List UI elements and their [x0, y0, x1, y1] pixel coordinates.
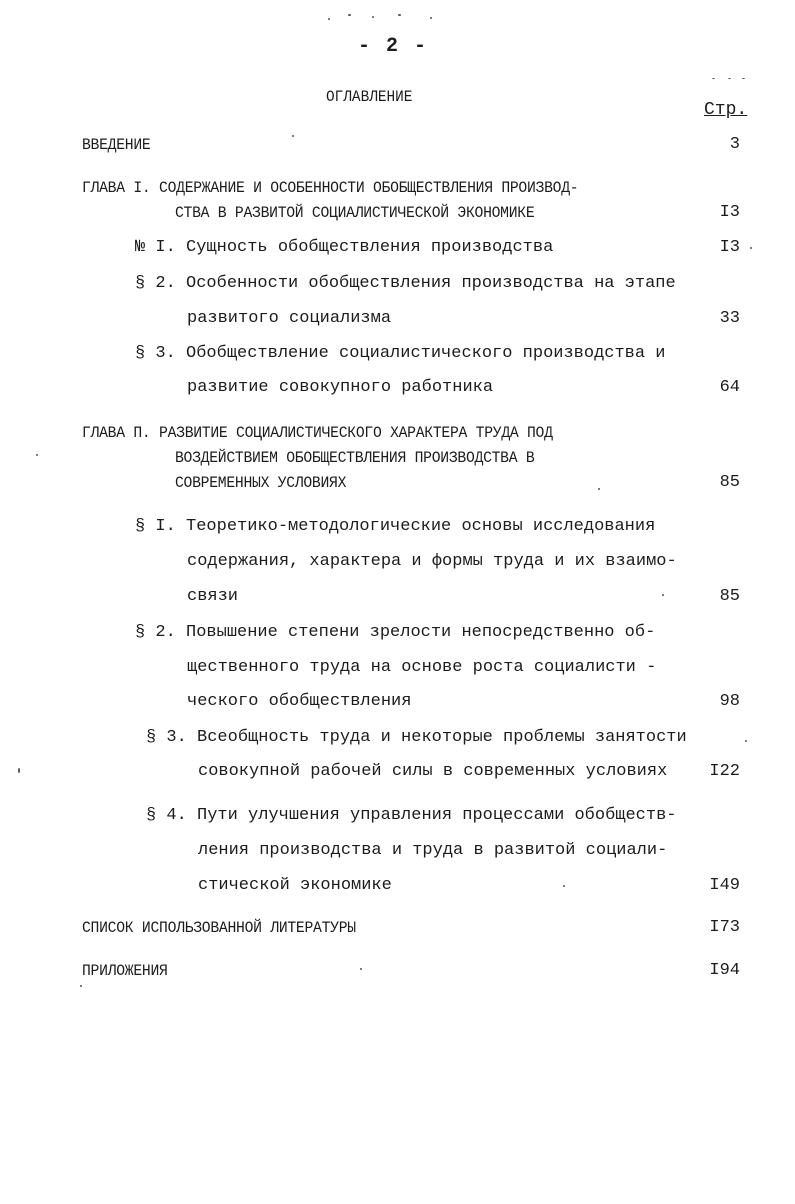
page-column-label: Стр. — [704, 100, 748, 120]
scan-speck — [750, 247, 752, 249]
toc-page-appendices: I94 — [709, 961, 740, 980]
scan-speck — [398, 14, 401, 16]
scan-speck — [18, 768, 20, 773]
toc-page-bibliography: I73 — [709, 918, 740, 937]
scan-speck — [80, 985, 82, 987]
toc-section-1-3: § 3. Обобществление социалистического производства и — [135, 344, 666, 363]
toc-page-section-2-1: 85 — [719, 587, 740, 606]
scan-speck — [745, 740, 747, 742]
toc-section-1-1: № I. Сущность обобществления производства — [135, 238, 554, 257]
scan-speck — [712, 78, 715, 79]
toc-page-section-2-2: 98 — [719, 692, 740, 711]
toc-section-2-4-cont-2: стической экономике — [198, 876, 392, 895]
toc-section-1-3-cont: развитие совокупного работника — [187, 378, 494, 397]
scan-speck — [430, 17, 432, 19]
toc-page-section-1-1: I3 — [719, 238, 740, 257]
scan-speck — [728, 78, 731, 79]
toc-section-1-2-cont: развитого социализма — [187, 309, 392, 328]
toc-entry-bibliography: СПИСОК ИСПОЛЬЗОВАННОЙ ЛИТЕРАТУРЫ — [82, 919, 356, 937]
toc-section-2-3: § 3. Всеобщность труда и некоторые проблемы занятости — [146, 728, 687, 747]
toc-page-chapter-1: I3 — [719, 203, 740, 222]
scan-speck — [563, 885, 565, 887]
toc-chapter-2-title-cont: ВОЗДЕЙСТВИЕМ ОБОБЩЕСТВЛЕНИЯ ПРОИЗВОДСТВА В — [175, 449, 535, 467]
scan-speck — [360, 968, 362, 970]
toc-section-1-2: § 2. Особенности обобществления производства на этапе — [135, 274, 676, 293]
scan-speck — [328, 18, 330, 20]
toc-section-2-2-cont-2: ческого обобществления — [187, 692, 412, 711]
toc-section-2-2-cont: щественного труда на основе роста социалисти - — [187, 658, 657, 677]
scan-speck — [742, 78, 745, 79]
scan-speck — [598, 488, 600, 490]
toc-section-2-3-cont: совокупной рабочей силы в современных условиях — [198, 762, 668, 781]
toc-chapter-2-title-cont-2: СОВРЕМЕННЫХ УСЛОВИЯХ — [175, 474, 347, 492]
scan-speck — [348, 14, 351, 16]
toc-chapter-1-title: ГЛАВА I. СОДЕРЖАНИЕ И ОСОБЕННОСТИ ОБОБЩЕСТВЛЕНИЯ ПРОИЗВОД- — [82, 179, 579, 197]
toc-section-2-4-cont: ления производства и труда в развитой социали- — [198, 841, 668, 860]
toc-entry-appendices: ПРИЛОЖЕНИЯ — [82, 962, 168, 980]
toc-section-2-1-cont-2: связи — [187, 587, 239, 606]
toc-section-2-2: § 2. Повышение степени зрелости непосредственно об- — [135, 623, 656, 642]
toc-chapter-2-title: ГЛАВА П. РАЗВИТИЕ СОЦИАЛИСТИЧЕСКОГО ХАРАКТЕРА ТРУДА ПОД — [82, 424, 553, 442]
toc-page-section-2-4: I49 — [709, 876, 740, 895]
toc-entry-intro: ВВЕДЕНИЕ — [82, 136, 151, 154]
toc-section-2-4: § 4. Пути улучшения управления процессами обобществ- — [146, 806, 677, 825]
page-number: - 2 - — [358, 35, 429, 58]
toc-page-section-1-3: 64 — [719, 378, 740, 397]
toc-page-section-1-2: 33 — [719, 309, 740, 328]
scan-speck — [372, 16, 374, 18]
toc-chapter-1-title-cont: СТВА В РАЗВИТОЙ СОЦИАЛИСТИЧЕСКОЙ ЭКОНОМИКЕ — [175, 204, 535, 222]
toc-page-intro: 3 — [729, 135, 740, 154]
toc-section-2-1: § I. Теоретико-методологические основы исследования — [135, 517, 656, 536]
toc-section-2-1-cont: содержания, характера и формы труда и их взаимо- — [187, 552, 677, 571]
scan-speck — [292, 135, 294, 137]
page-title: ОГЛАВЛЕНИЕ — [326, 88, 413, 106]
scan-speck — [36, 454, 38, 456]
toc-page-section-2-3: I22 — [709, 762, 740, 781]
scan-speck — [662, 594, 664, 596]
toc-page-chapter-2: 85 — [719, 473, 740, 492]
